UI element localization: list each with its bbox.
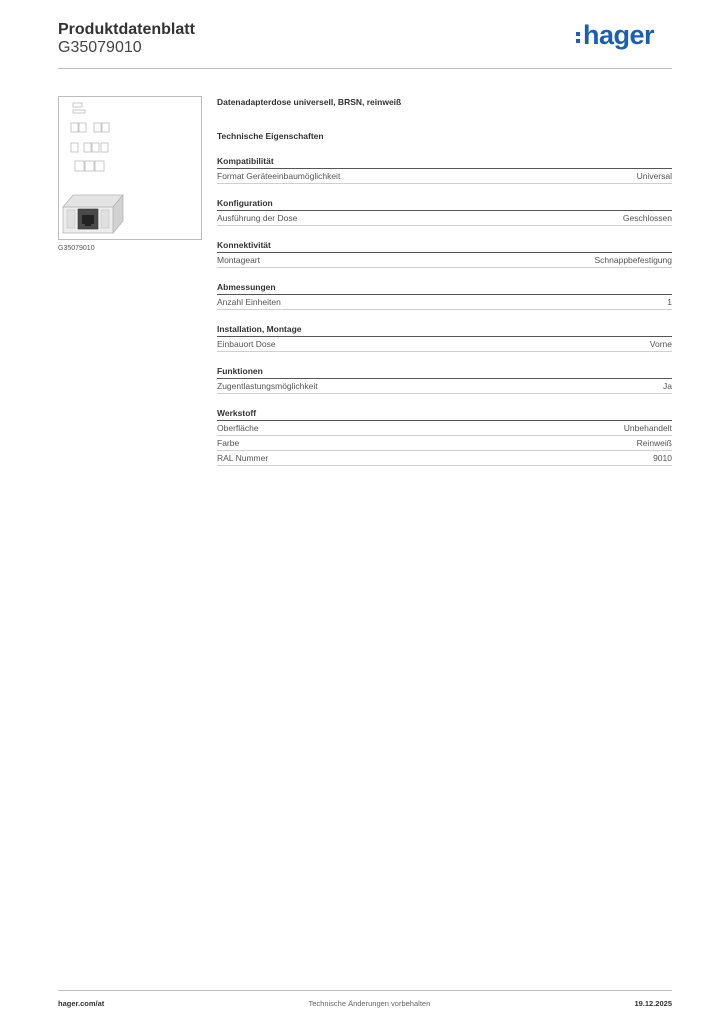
hager-logo	[576, 20, 654, 50]
spec-group-kompatibilitaet	[217, 155, 672, 184]
page-footer	[58, 990, 672, 1008]
spec-group-funktionen	[217, 365, 672, 394]
spec-group-title: Werkstoff	[217, 407, 672, 421]
spec-label: Zugentlastungsmöglichkeit	[217, 381, 318, 391]
spec-label: RAL Nummer	[217, 453, 269, 463]
spec-value: Vorne	[649, 339, 672, 349]
spec-value: Reinweiß	[636, 438, 672, 448]
spec-row	[217, 379, 672, 394]
logo-text: hager	[582, 20, 654, 50]
page-header	[58, 20, 672, 69]
product-number: G35079010	[58, 39, 142, 56]
spec-value: 9010	[653, 453, 672, 463]
spec-label: Ausführung der Dose	[217, 213, 298, 223]
spec-group-installation	[217, 323, 672, 352]
spec-label: Oberfläche	[217, 423, 259, 433]
spec-value: Unbehandelt	[623, 423, 672, 433]
spec-group-title: Installation, Montage	[217, 323, 672, 337]
section-title: Technische Eigenschaften	[217, 131, 324, 141]
spec-group-title: Kompatibilität	[217, 155, 672, 169]
spec-row	[217, 253, 672, 268]
product-image	[58, 96, 202, 240]
spec-row	[217, 421, 672, 436]
spec-group-abmessungen	[217, 281, 672, 310]
spec-value: 1	[667, 297, 672, 307]
product-image-graphic	[59, 97, 201, 239]
spec-value: Geschlossen	[622, 213, 672, 223]
main-content	[217, 96, 672, 466]
spec-label: Anzahl Einheiten	[217, 297, 281, 307]
spec-row	[217, 169, 672, 184]
spec-label: Montageart	[217, 255, 260, 265]
spec-group-title: Konnektivität	[217, 239, 672, 253]
spec-group-title: Funktionen	[217, 365, 672, 379]
spec-row	[217, 211, 672, 226]
spec-group-konnektivitaet	[217, 239, 672, 268]
logo-dots-icon	[576, 32, 580, 43]
spec-row	[217, 295, 672, 310]
image-caption: G35079010	[58, 245, 95, 252]
spec-row	[217, 436, 672, 451]
spec-group-konfiguration	[217, 197, 672, 226]
spec-value: Universal	[636, 171, 672, 181]
footer-note: Technische Änderungen vorbehalten	[308, 999, 431, 1008]
spec-row	[217, 337, 672, 352]
spec-group-title: Konfiguration	[217, 197, 672, 211]
document-title: Produktdatenblatt	[58, 21, 195, 38]
product-name: Datenadapterdose universell, BRSN, reinweiß	[217, 97, 402, 107]
spec-value: Ja	[663, 381, 672, 391]
spec-group-werkstoff	[217, 407, 672, 466]
spec-row	[217, 451, 672, 466]
spec-label: Format Geräteeinbaumöglichkeit	[217, 171, 341, 181]
footer-date: 19.12.2025	[634, 999, 672, 1008]
footer-website: hager.com/at	[58, 999, 105, 1008]
spec-value: Schnappbefestigung	[594, 255, 672, 265]
spec-label: Farbe	[217, 438, 240, 448]
spec-group-title: Abmessungen	[217, 281, 672, 295]
spec-label: Einbauort Dose	[217, 339, 276, 349]
